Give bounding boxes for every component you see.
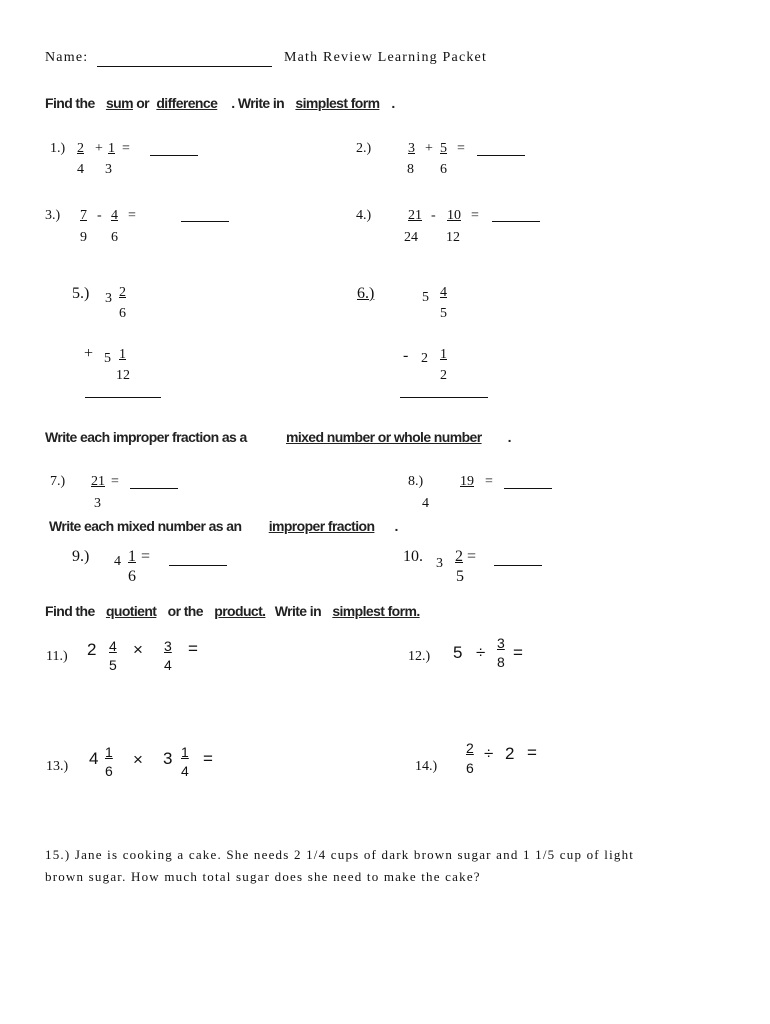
problem-5-sum-line [85, 397, 161, 398]
problem-3-label: 3.) [45, 208, 61, 223]
problem-13-operator: × [133, 750, 143, 769]
problem-11-label: 11.) [46, 649, 68, 664]
problem-10-equals: = [467, 548, 477, 565]
problem-2-numerator-2: 5 [440, 141, 447, 156]
problem-12-numerator-2: 3 [497, 635, 505, 651]
problem-12-label: 12.) [408, 649, 431, 664]
problem-14-label: 14.) [415, 759, 438, 774]
problem-5-denominator-2: 12 [116, 368, 130, 383]
problem-8-answer-blank[interactable] [504, 487, 552, 489]
problem-14-numerator-1: 2 [466, 740, 474, 756]
problem-1-denominator-2: 3 [105, 162, 112, 177]
problem-13-denominator-2: 4 [181, 763, 189, 779]
problem-9-label: 9.) [72, 548, 90, 565]
problem-10-numerator: 2 [455, 548, 463, 565]
problem-12-whole-1: 5 [453, 643, 463, 662]
problem-13-whole-1: 4 [89, 749, 99, 768]
problem-6-numerator-1: 4 [440, 285, 447, 300]
problem-11-whole-1: 2 [87, 640, 97, 659]
problem-1-numerator-2: 1 [108, 141, 115, 156]
problem-12-equals: = [513, 643, 523, 662]
problem-11-numerator-2: 3 [164, 638, 172, 654]
problem-10-label: 10. [403, 548, 423, 565]
section4-write-in: Write in [274, 603, 322, 619]
sum-term: sum [105, 95, 133, 111]
problem-9-numerator: 1 [128, 548, 136, 565]
name-blank[interactable] [97, 66, 272, 67]
problem-4-label: 4.) [356, 208, 372, 223]
problem-9-equals: = [141, 548, 151, 565]
section2-period: . [507, 429, 511, 445]
section3-heading [49, 518, 398, 534]
section4-find-the: Find the [45, 603, 95, 619]
name-label: Name: [45, 50, 89, 65]
problem-4-denominator-1: 24 [404, 230, 418, 245]
section3-text: Write each mixed number as an [49, 518, 242, 534]
problem-11-denominator-1: 5 [109, 657, 117, 673]
problem-6-denominator-1: 5 [440, 306, 447, 321]
problem-3-denominator-1: 9 [80, 230, 87, 245]
product-term: product. [214, 603, 266, 619]
problem-2-numerator-1: 3 [408, 141, 415, 156]
simplest-form-term: simplest form [295, 95, 380, 111]
problem-10-whole: 3 [436, 556, 443, 571]
quotient-term: quotient [105, 603, 157, 619]
problem-2-operator: + [425, 141, 433, 156]
problem-6-label: 6.) [357, 285, 375, 302]
problem-3-equals: = [128, 208, 136, 223]
problem-11-operator: × [133, 640, 143, 659]
problem-5-numerator-2: 1 [119, 347, 126, 362]
problem-14-operator: ÷ [484, 744, 494, 763]
problem-13-numerator-1: 1 [105, 744, 113, 760]
or-the-text: or the [167, 603, 203, 619]
problem-11-numerator-1: 4 [109, 638, 117, 654]
problem-13-equals: = [203, 749, 213, 768]
problem-12-denominator-2: 8 [497, 654, 505, 670]
problem-7-label: 7.) [50, 474, 66, 489]
problem-5-operator: + [84, 345, 94, 362]
or-text: or [136, 95, 150, 111]
problem-1-label: 1.) [50, 141, 66, 156]
problem-1-answer-blank[interactable] [150, 154, 198, 156]
section2-heading [45, 429, 511, 445]
problem-6-difference-line [400, 397, 488, 398]
problem-8-numerator: 19 [460, 474, 474, 489]
problem-3-numerator-1: 7 [80, 208, 87, 223]
page-title: Math Review Learning Packet [284, 50, 488, 65]
problem-8-denominator: 4 [422, 496, 429, 511]
problem-13-label: 13.) [46, 759, 69, 774]
problem-9-denominator: 6 [128, 568, 136, 585]
problem-6-denominator-2: 2 [440, 368, 447, 383]
problem-5-label: 5.) [72, 285, 90, 302]
problem-7-denominator: 3 [94, 496, 101, 511]
problem-8-equals: = [485, 474, 493, 489]
problem-14-denominator-1: 6 [466, 760, 474, 776]
problem-4-denominator-2: 12 [446, 230, 460, 245]
problem-3-denominator-2: 6 [111, 230, 118, 245]
section3-target: improper fraction [268, 518, 375, 534]
problem-7-equals: = [111, 474, 119, 489]
word-problem-line-2: brown sugar. How much total sugar does she need to make the cake? [45, 869, 481, 884]
problem-11-denominator-2: 4 [164, 657, 172, 673]
problem-5-numerator-1: 2 [119, 285, 126, 300]
problem-7-answer-blank[interactable] [130, 487, 178, 489]
problem-1-operator: + [95, 141, 103, 156]
problem-9-whole: 4 [114, 554, 121, 569]
difference-term: difference [156, 95, 218, 111]
problem-4-equals: = [471, 208, 479, 223]
problem-11-equals: = [188, 639, 198, 658]
find-the-text: Find the [45, 95, 95, 111]
problem-7-numerator: 21 [91, 474, 105, 489]
problem-6-whole-2: 2 [421, 351, 428, 366]
section3-period: . [394, 518, 398, 534]
problem-13-denominator-1: 6 [105, 763, 113, 779]
problem-4-numerator-1: 21 [408, 208, 422, 223]
problem-4-answer-blank[interactable] [492, 220, 540, 222]
problem-2-denominator-2: 6 [440, 162, 447, 177]
section2-text: Write each improper fraction as a [45, 429, 247, 445]
problem-1-equals: = [122, 141, 130, 156]
problem-1-numerator-1: 2 [77, 141, 84, 156]
problem-5-denominator-1: 6 [119, 306, 126, 321]
problem-13-whole-2: 3 [163, 749, 173, 768]
problem-13-numerator-2: 1 [181, 744, 189, 760]
problem-2-denominator-1: 8 [407, 162, 414, 177]
word-problem-line-1: 15.) Jane is cooking a cake. She needs 2 1/4 cups of dark brown sugar and 1 1/5 cup of light [45, 847, 635, 862]
problem-12-operator: ÷ [476, 643, 486, 662]
problem-4-operator: - [431, 208, 436, 223]
problem-3-numerator-2: 4 [111, 208, 118, 223]
problem-6-operator: - [403, 347, 409, 364]
problem-2-equals: = [457, 141, 465, 156]
problem-6-whole-1: 5 [422, 290, 429, 305]
section2-target: mixed number or whole number [285, 429, 482, 445]
simplest-form-term-2: simplest form. [332, 603, 420, 619]
problem-9-answer-blank[interactable] [169, 564, 227, 566]
problem-3-operator: - [97, 208, 102, 223]
problem-5-whole-1: 3 [105, 291, 112, 306]
problem-14-equals: = [527, 743, 537, 762]
problem-8-label: 8.) [408, 474, 424, 489]
problem-3-answer-blank[interactable] [181, 220, 229, 222]
section4-heading [45, 603, 434, 619]
section1-heading [45, 95, 395, 111]
problem-10-denominator: 5 [456, 568, 464, 585]
period: . [391, 95, 395, 111]
problem-2-answer-blank[interactable] [477, 154, 525, 156]
problem-4-numerator-2: 10 [447, 208, 461, 223]
problem-1-denominator-1: 4 [77, 162, 84, 177]
problem-14-whole-2: 2 [505, 744, 515, 763]
problem-10-answer-blank[interactable] [494, 564, 542, 566]
problem-2-label: 2.) [356, 141, 372, 156]
problem-6-numerator-2: 1 [440, 347, 447, 362]
problem-5-whole-2: 5 [104, 351, 111, 366]
write-in-text: . Write in [231, 95, 285, 111]
